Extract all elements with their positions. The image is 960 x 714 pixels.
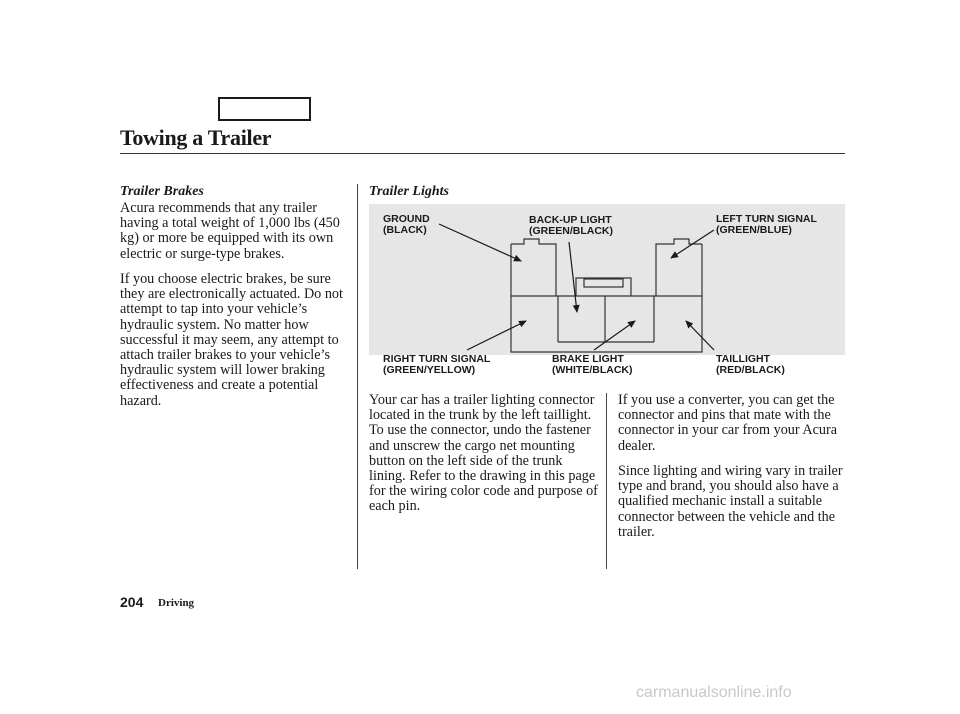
trailer-brakes-heading: Trailer Brakes: [120, 184, 204, 199]
section-name: Driving: [158, 597, 195, 609]
ground-label: GROUND (BLACK): [383, 213, 430, 236]
page-title: Towing a Trailer: [120, 125, 272, 150]
trailer-lights-heading: Trailer Lights: [369, 184, 449, 199]
taillight-label: TAILLIGHT (RED/BLACK): [716, 353, 785, 376]
title-rule: [120, 153, 845, 154]
brakes-paragraph-2: If you choose electric brakes, be sure they are electronically actuated. Do not attempt to tap into your vehicle’s hydraulic system. No matter how successful it may seem, any attempt to attach trailer brakes to your vehicle’s hydraulic system will lower braking effectiveness and create a potential hazard.: [120, 271, 343, 409]
wiring-paragraph: Since lighting and wiring vary in trailer type and brand, you should also have a qualified mechanic install a suitable connector between the vehicle and the trailer.: [618, 463, 843, 540]
left-turn-signal-label: LEFT TURN SIGNAL (GREEN/BLUE): [716, 213, 817, 236]
trailer-connector-diagram: [369, 204, 845, 376]
right-turn-leader: [467, 321, 526, 350]
column-divider-left: [357, 184, 358, 569]
taillight-leader: [686, 321, 714, 350]
column-divider-right: [606, 393, 607, 569]
backup-leader: [569, 242, 577, 312]
brake-light-label: BRAKE LIGHT (WHITE/BLACK): [552, 353, 633, 376]
converter-paragraph: If you use a converter, you can get the connector and pins that mate with the connector in your car from your Acura dealer.: [618, 392, 838, 454]
ground-leader: [439, 224, 521, 261]
page-number: 204: [120, 594, 144, 610]
right-turn-signal-label: RIGHT TURN SIGNAL (GREEN/YELLOW): [383, 353, 491, 376]
brakes-paragraph-1: Acura recommends that any trailer having a total weight of 1,000 lbs (450 kg) or more be equipped with its own electric or surge-type brakes.: [120, 200, 340, 262]
watermark-text: carmanualsonline.info: [636, 684, 792, 701]
backup-light-label: BACK-UP LIGHT (GREEN/BLACK): [529, 214, 613, 237]
lights-paragraph: Your car has a trailer lighting connector located in the trunk by the left taillight. To use the connector, undo the fastener and unscrew the cargo net mounting button on the left side of the trunk lining. Refer to the drawing in this page for the wiring color code and purpose of each pin.: [369, 392, 598, 515]
brake-leader: [594, 321, 635, 350]
left-turn-leader: [671, 230, 714, 258]
section-tab-box: [218, 97, 311, 121]
